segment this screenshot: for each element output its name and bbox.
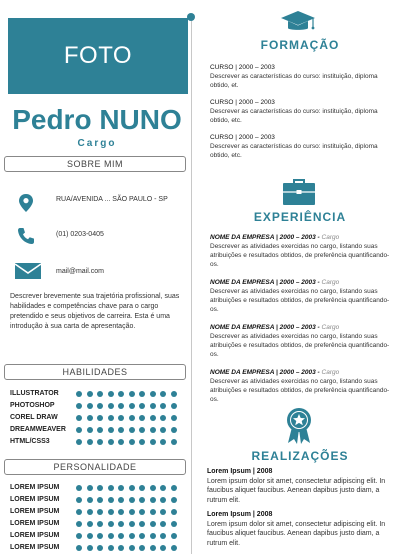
rating-dot — [160, 545, 166, 551]
personality-row — [10, 519, 190, 529]
rating-dot — [76, 391, 82, 397]
rating-dot — [171, 533, 177, 539]
person-role: Cargo — [77, 138, 117, 149]
rating-dot — [160, 485, 166, 491]
rating-dot — [129, 427, 135, 433]
experience-item — [210, 233, 390, 269]
experience-item-title: NOME DA EMPRESA | 2000 – 2003 - Cargo — [210, 234, 340, 241]
rating-dot — [160, 497, 166, 503]
divider-dot — [187, 13, 195, 21]
rating-dot — [108, 521, 114, 527]
experience-item-desc: Descrever as atividades exercidas no cargo, listando suas atribuições e resultados obtidos, de preferência quantificando-os. — [210, 288, 390, 313]
rating-dot — [139, 521, 145, 527]
rating-dot — [87, 521, 93, 527]
rating-dot — [139, 403, 145, 409]
rating-dot — [87, 509, 93, 515]
rating-dot — [160, 391, 166, 397]
rating-dot — [118, 391, 124, 397]
rating-dot — [76, 439, 82, 445]
rating-dot — [150, 415, 156, 421]
rating-dot — [108, 533, 114, 539]
personality-label: LOREM IPSUM — [10, 544, 60, 551]
personality-row — [10, 483, 190, 493]
personality-row — [10, 531, 190, 541]
rating-dot — [108, 509, 114, 515]
rating-dot — [160, 521, 166, 527]
skills-label: ILLUSTRATOR — [10, 390, 59, 397]
rating-dot — [76, 415, 82, 421]
contact-address — [10, 193, 190, 215]
rating-dot — [129, 521, 135, 527]
rating-dot — [160, 533, 166, 539]
education-item-title: CURSO | 2000 – 2003 — [210, 64, 275, 71]
rating-dot — [108, 485, 114, 491]
briefcase-icon — [282, 178, 316, 206]
rating-dot — [118, 485, 124, 491]
skills-label: PHOTOSHOP — [10, 402, 55, 409]
rating-dot — [97, 533, 103, 539]
rating-dot — [108, 403, 114, 409]
rating-dot — [150, 509, 156, 515]
rating-dot — [129, 403, 135, 409]
rating-dot — [160, 415, 166, 421]
rating-dot — [118, 545, 124, 551]
personality-label: LOREM IPSUM — [10, 484, 60, 491]
personality-label: LOREM IPSUM — [10, 496, 60, 503]
rating-dot — [129, 533, 135, 539]
skills-row — [10, 425, 190, 435]
rating-dot — [76, 509, 82, 515]
experience-item-desc: Descrever as atividades exercidas no cargo, listando suas atribuições e resultados obtidos, de preferência quantificando-os. — [210, 243, 390, 268]
education-item — [210, 98, 390, 125]
summary-text: Descrever brevemente sua trajetória profissional, suas habilidades e competências chave para o cargo pretendido e seus objetivos de carreira. Esta é uma introdução à sua carta de apresentação. — [10, 293, 180, 330]
achievement-item-desc: Lorem ipsum dolor sit amet, consectetur adipiscing elit. In faucibus aliquet faucibus. Aenean dapibus justo diam, a rutrum elit. — [207, 520, 386, 547]
personality-section-title: PERSONALIDADE — [4, 459, 186, 475]
rating-dot — [129, 439, 135, 445]
rating-dot — [108, 545, 114, 551]
skills-label: DREAMWEAVER — [10, 426, 66, 433]
rating-dot — [87, 533, 93, 539]
rating-dot — [129, 497, 135, 503]
rating-dot — [129, 391, 135, 397]
rating-dot — [171, 403, 177, 409]
rating-dot — [139, 497, 145, 503]
rating-dot — [139, 509, 145, 515]
rating-dot — [108, 427, 114, 433]
rating-dot — [150, 545, 156, 551]
rating-dot — [139, 391, 145, 397]
rating-dot — [171, 391, 177, 397]
rating-dot — [87, 497, 93, 503]
address-text: RUA/AVENIDA ... SÃO PAULO - SP — [56, 196, 168, 203]
rating-dot — [118, 533, 124, 539]
rating-dot — [150, 521, 156, 527]
personality-label: LOREM IPSUM — [10, 532, 60, 539]
phone-icon — [16, 226, 36, 246]
education-item — [210, 63, 390, 90]
personality-label: LOREM IPSUM — [10, 520, 60, 527]
rating-dot — [150, 497, 156, 503]
rating-dot — [76, 533, 82, 539]
skills-section-title: HABILIDADES — [4, 364, 186, 380]
personality-row — [10, 543, 190, 553]
achievement-item — [207, 510, 393, 548]
rating-dot — [171, 439, 177, 445]
experience-heading: EXPERIÊNCIA — [253, 210, 347, 224]
achievements-heading: REALIZAÇÕES — [251, 449, 349, 463]
rating-dot — [171, 497, 177, 503]
rating-dot — [139, 415, 145, 421]
rating-dot — [87, 439, 93, 445]
rating-dot — [139, 427, 145, 433]
graduation-cap-icon — [280, 10, 316, 34]
education-item-desc: Descrever as características do curso: instituição, diploma obtido, etc. — [210, 143, 378, 159]
rating-dot — [118, 521, 124, 527]
contact-phone — [10, 226, 190, 248]
rating-dot — [129, 509, 135, 515]
achievement-item-title: Lorem Ipsum | 2008 — [207, 511, 273, 518]
rating-dot — [139, 485, 145, 491]
education-item-desc: Descrever as características do curso: instituição, diploma obtido, etc. — [210, 108, 378, 124]
skills-label: HTML/CSS3 — [10, 438, 50, 445]
personality-row — [10, 507, 190, 517]
rating-dot — [87, 545, 93, 551]
rating-dot — [160, 439, 166, 445]
rating-dot — [160, 509, 166, 515]
rating-dot — [76, 403, 82, 409]
rating-dot — [76, 497, 82, 503]
experience-item — [210, 323, 390, 359]
photo-label: FOTO — [63, 42, 133, 69]
education-item — [210, 133, 390, 160]
rating-dot — [108, 415, 114, 421]
rating-dot — [97, 545, 103, 551]
education-item-title: CURSO | 2000 – 2003 — [210, 134, 275, 141]
education-item-desc: Descrever as características do curso: instituição, diploma obtido, et. — [210, 73, 378, 89]
rating-dot — [97, 403, 103, 409]
envelope-icon — [14, 261, 42, 281]
experience-item — [210, 278, 390, 314]
rating-dot — [97, 509, 103, 515]
contact-email — [10, 261, 190, 283]
column-divider — [191, 18, 192, 554]
education-item-title: CURSO | 2000 – 2003 — [210, 99, 275, 106]
experience-item-title: NOME DA EMPRESA | 2000 – 2003 - Cargo — [210, 369, 340, 376]
rating-dot — [97, 415, 103, 421]
rating-dot — [129, 545, 135, 551]
rating-dot — [108, 439, 114, 445]
experience-item — [210, 368, 390, 404]
rating-dot — [76, 485, 82, 491]
rating-dot — [118, 415, 124, 421]
photo-placeholder — [8, 18, 188, 94]
rating-dot — [160, 403, 166, 409]
rating-dot — [129, 485, 135, 491]
rating-dot — [139, 533, 145, 539]
rating-dot — [171, 521, 177, 527]
rating-dot — [171, 545, 177, 551]
rating-dot — [76, 521, 82, 527]
rating-dot — [87, 427, 93, 433]
rating-dot — [118, 509, 124, 515]
personality-row — [10, 495, 190, 505]
rating-dot — [97, 427, 103, 433]
rating-dot — [76, 427, 82, 433]
map-pin-icon — [16, 193, 36, 213]
rating-dot — [129, 415, 135, 421]
award-ribbon-icon — [285, 407, 313, 445]
rating-dot — [150, 533, 156, 539]
rating-dot — [97, 497, 103, 503]
rating-dot — [118, 427, 124, 433]
skills-row — [10, 413, 190, 423]
experience-item-desc: Descrever as atividades exercidas no cargo, listando suas atribuições e resultados obtidos, de preferência quantificando-os. — [210, 333, 390, 358]
rating-dot — [87, 485, 93, 491]
rating-dot — [87, 391, 93, 397]
rating-dot — [97, 391, 103, 397]
education-heading: FORMAÇÃO — [260, 38, 340, 52]
rating-dot — [118, 439, 124, 445]
experience-item-title: NOME DA EMPRESA | 2000 – 2003 - Cargo — [210, 279, 340, 286]
achievement-item-title: Lorem Ipsum | 2008 — [207, 468, 273, 475]
rating-dot — [97, 485, 103, 491]
rating-dot — [160, 427, 166, 433]
rating-dot — [150, 403, 156, 409]
rating-dot — [76, 545, 82, 551]
rating-dot — [97, 439, 103, 445]
rating-dot — [139, 545, 145, 551]
rating-dot — [97, 521, 103, 527]
person-name: Pedro NUNO — [12, 104, 182, 135]
rating-dot — [171, 415, 177, 421]
rating-dot — [118, 403, 124, 409]
achievement-item — [207, 467, 393, 505]
rating-dot — [87, 415, 93, 421]
rating-dot — [118, 497, 124, 503]
phone-text: (01) 0203-0405 — [56, 231, 104, 238]
rating-dot — [150, 439, 156, 445]
skills-row — [10, 437, 190, 447]
skills-row — [10, 389, 190, 399]
experience-item-desc: Descrever as atividades exercidas no cargo, listando suas atribuições e resultados obtidos, de preferência quantificando-os. — [210, 378, 390, 403]
rating-dot — [139, 439, 145, 445]
achievement-item-desc: Lorem ipsum dolor sit amet, consectetur adipiscing elit. In faucibus aliquet faucibus. Aenean dapibus justo diam, a rutrum elit. — [207, 477, 386, 504]
rating-dot — [108, 391, 114, 397]
rating-dot — [171, 427, 177, 433]
rating-dot — [171, 485, 177, 491]
skills-label: COREL DRAW — [10, 414, 58, 421]
rating-dot — [150, 427, 156, 433]
rating-dot — [87, 403, 93, 409]
personality-label: LOREM IPSUM — [10, 508, 60, 515]
rating-dot — [150, 391, 156, 397]
rating-dot — [150, 485, 156, 491]
skills-row — [10, 401, 190, 411]
experience-item-title: NOME DA EMPRESA | 2000 – 2003 - Cargo — [210, 324, 340, 331]
rating-dot — [108, 497, 114, 503]
rating-dot — [171, 509, 177, 515]
about-section-title: SOBRE MIM — [4, 156, 186, 172]
email-text[interactable]: mail@mail.com — [56, 268, 104, 275]
